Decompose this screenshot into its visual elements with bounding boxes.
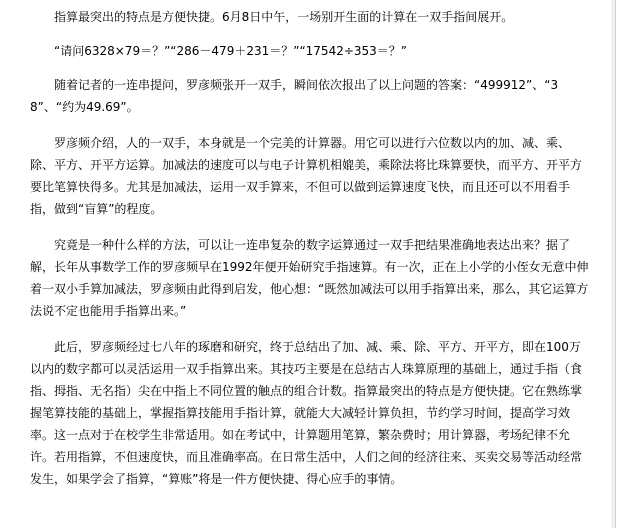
paragraph-intro: 指算最突出的特点是方便快捷。6月8日中午，一场别开生面的计算在一双手指间展开。 bbox=[54, 10, 514, 24]
paragraph-questions: “请问6328×79＝？”“286－479＋231＝？”“17542÷353＝？” bbox=[54, 44, 408, 58]
paragraph-introduction-of-method: 罗彦频介绍，人的一双手，本身就是一个完美的计算器。用它可以进行六位数以内的加、减、乘、除、平方、开平方运算。加减法的速度可以与电子计算机相媲美，乘除法将比珠算要快，而平方、开平方要比笔算快得多。尤其是加减法，运用一双手算来，不但可以做到运算速度飞快，而且还可以不用看手指，做到“盲算”的程度。 bbox=[30, 136, 583, 216]
paragraph-answers: 随着记者的一连串提问，罗彦频张开一双手，瞬间依次报出了以上问题的答案：“499912”、“38”、“约为49.69”。 bbox=[30, 78, 559, 114]
paragraph-technique: 此后，罗彦频经过七八年的琢磨和研究，终于总结出了加、减、乘、除、平方、开平方，即在100万以内的数字都可以灵活运用一双手指算出来。其技巧主要是在总结古人珠算原理的基础上，通过手指（食指、拇指、无名指）尖在中指上不同位置的触点的组合计数。指算最突出的特点是方便快捷。它在熟练掌握笔算技能的基础上，掌握指算技能用手指计算，就能大大减轻计算负担，节约学习时间，提高学习效率。这一点对于在校学生非常适用。如在考试中，计算题用笔算，繁杂费时；用计算器，考场纪律不允许。若用指算，不但速度快，而且准确率高。在日常生活中，人们之间的经济往来、买卖交易等活动经常发生，如果学会了指算，“算账”将是一件方便快捷、得心应手的事情。 bbox=[30, 340, 583, 486]
paragraph-origin: 究竟是一种什么样的方法，可以让一连串复杂的数字运算通过一双手把结果准确地表达出来？据了解，长年从事数学工作的罗彦频早在1992年便开始研究手指速算。有一次，正在上小学的小侄女无意中伸着一双小手算加减法，罗彦频由此得到启发，他心想：“既然加减法可以用手指算出来，那么，其它运算方法说不定也能用手指算出来。” bbox=[30, 238, 589, 318]
scrollbar-edge[interactable] bbox=[611, 0, 615, 528]
